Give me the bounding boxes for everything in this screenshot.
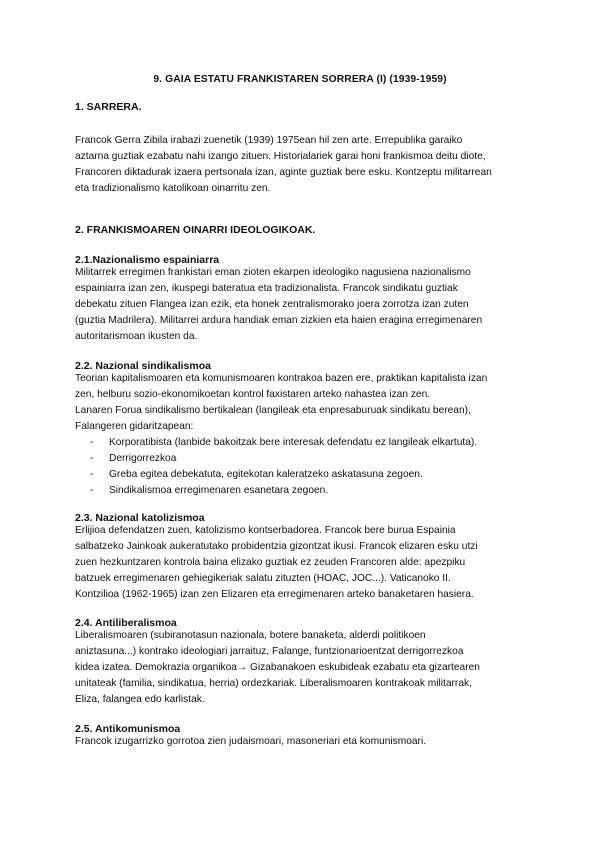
heading-antiliberalismoa: 2.4. Antiliberalismoa: [75, 617, 177, 629]
list-dash: -: [90, 469, 94, 480]
text-line: Falangeren gidaritzapean:: [75, 421, 194, 432]
list-item: [90, 467, 477, 483]
text-line: zuen hezkuntzaren kontrola baina elizako guztiak ez zeuden Francoren alde: apezpiku: [75, 557, 466, 568]
heading-sindikalismoa: 2.2. Nazional sindikalismoa: [75, 360, 211, 372]
heading-nazionalismo: 2.1.Nazionalismo espainiarra: [75, 254, 220, 266]
text-line: aniztasuna...) kontrako ideologiari jarraituz, Falange, funtzionarioentzat derrigorrezkoa: [75, 646, 464, 657]
list-item: [90, 435, 477, 451]
paragraph-antikomunismoa: [75, 734, 545, 750]
sindikalismoa-list: [90, 435, 477, 499]
list-item-text: Derrigorrezkoa: [109, 453, 177, 464]
heading-oinarri-ideologikoak: 2. FRANKISMOAREN OINARRI IDEOLOGIKOAK.: [75, 224, 316, 236]
text-line: Liberalismoaren (subiranotasun nazionala, botere banaketa, alderdi politikoen: [75, 630, 426, 641]
document-title: 9. GAIA ESTATU FRANKISTAREN SORRERA (I) (1939-1959): [153, 74, 447, 85]
paragraph-nazionalismo: [75, 265, 545, 345]
list-item: [90, 483, 477, 499]
list-dash: -: [90, 485, 94, 496]
list-item-text: Korporatibista (lanbide bakoitzak bere interesak defendatu ez langileak elkartuta).: [109, 437, 478, 448]
text-line: debekatu zituen Flangea izan ezik, eta honek zentralismorako joera zorrotza izan zuten: [75, 299, 469, 310]
paragraph-katolizismoa: [75, 523, 545, 603]
text-line: Eliza, falangea edo karlistak.: [75, 694, 205, 705]
text-line: Erlijioa defendatzen zuen, katolizismo kontserbadorea. Francok bere burua Espainia: [75, 525, 456, 536]
text-line: eta tradizionalismo katolikoan oinarritu zen.: [75, 183, 271, 194]
list-dash: -: [90, 453, 94, 464]
text-line: Francoren diktadurak izaera pertsonala izan, aginte guztiak bere esku. Kontzeptu militarrean: [75, 167, 492, 178]
text-line: espainiarra izan zen, ikuspegi bateratua eta tradizionalista. Francok sindikatu guztiak: [75, 283, 458, 294]
text-line: autoritarismoan ikusten da.: [75, 331, 198, 342]
text-line: Francok Gerra Zibila irabazi zuenetik (1939) 1975ean hil zen arte. Errepublika garaiko: [75, 135, 463, 146]
heading-sarrera: 1. SARRERA.: [75, 101, 142, 113]
paragraph-antiliberalismoa: [75, 628, 545, 708]
text-line: Teorian kapitalismoaren eta komunismoaren kontrakoa bazen ere, praktikan kapitalista izan: [75, 373, 488, 384]
text-line: zen, helburu sozio-ekonomikoetan kontrol faxistaren arteko nahastea izan zen.: [75, 389, 431, 400]
heading-katolizismoa: 2.3. Nazional katolizismoa: [75, 512, 205, 524]
list-item-text: Sindikalismoa erregimenaren esanetara zegoen.: [109, 485, 329, 496]
text-line: kidea izatea. Demokrazia organikoa→ Gizabanakoen eskubideak ezabatu eta gizartearen: [75, 662, 480, 673]
paragraph-sindikalismoa: [75, 371, 545, 435]
text-line: batzuek erregimenaren gehiegikeriak salatu zituzten (HOAC, JOC...). Vaticanoko II.: [75, 573, 451, 584]
text-line: Kontzilioa (1962-1965) izan zen Elizaren eta erregimenaren arteko banaketaren hasiera.: [75, 589, 474, 600]
text-line: salbatzeko Jainkoak aukeratutako probidentzia gizontzat ikusi. Francok elizaren esku utzi: [75, 541, 478, 552]
paragraph-sarrera: [75, 133, 545, 197]
text-line: Militarrek erregimen frankistari eman zioten ekarpen ideologiko nagusiena nazionalismo: [75, 267, 471, 278]
heading-antikomunismoa: 2.5. Antikomunismoa: [75, 723, 181, 735]
text-line: aztarna guztiak ezabatu nahi izango zituen. Historialariek garai honi frankismoa deitu diote,: [75, 151, 486, 162]
text-line: Francok izugarrizko gorrotoa zien judaismoari, masoneriari eta komunismoari.: [75, 736, 427, 747]
text-line: Lanaren Forua sindikalismo bertikalean (langileak eta enpresaburuak sindikatu berean),: [75, 405, 471, 416]
list-item: [90, 451, 477, 467]
list-item-text: Greba egitea debekatuta, egitekotan kaleratzeko askatasuna zegoen.: [109, 469, 423, 480]
list-dash: -: [90, 437, 94, 448]
text-line: (guztia Madrilera). Militarrei ardura handiak eman zizkien eta haien eragina erregimenaren: [75, 315, 483, 326]
text-line: unitateak (familia, sindikatua, herria) ordezkariak. Liberalismoaren kontrakoak militarrak,: [75, 678, 472, 689]
